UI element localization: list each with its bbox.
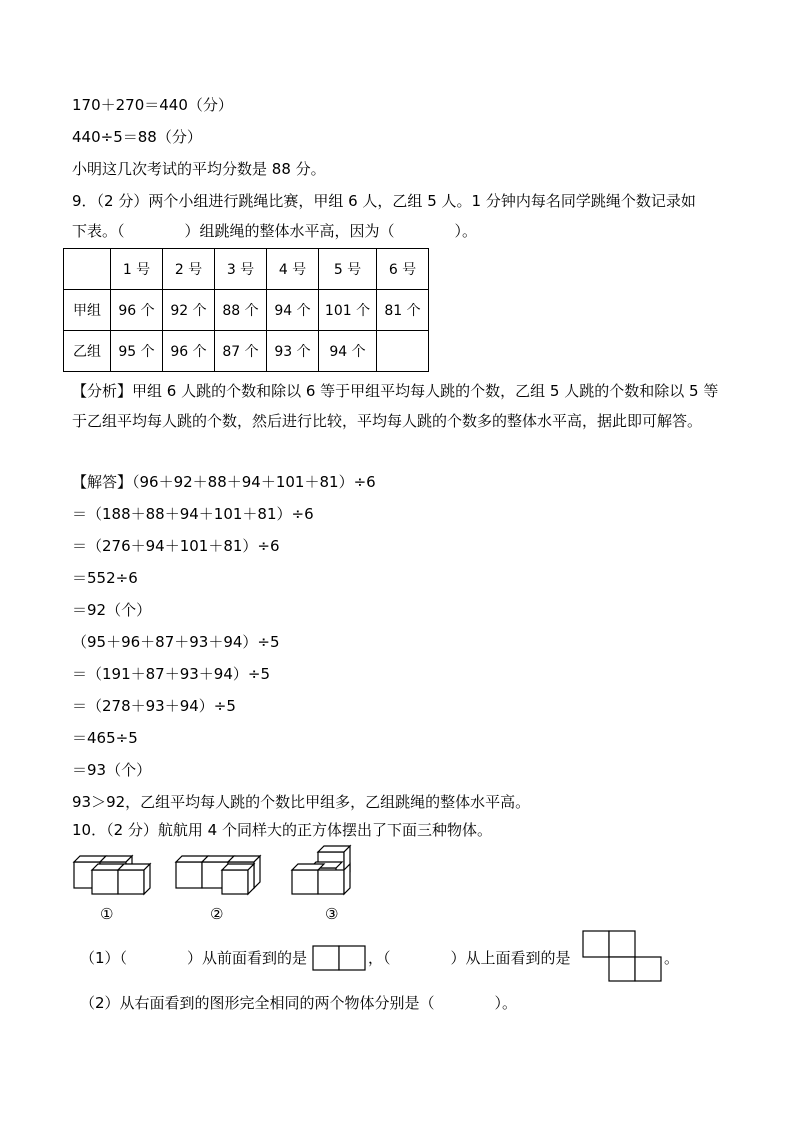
q9-stem-line-2: 下表。（ ）组跳绳的整体水平高，因为（ ）。 — [72, 222, 478, 240]
solution-line: ＝552÷6 — [72, 569, 138, 587]
table-cell: 乙组 — [64, 331, 111, 372]
cube-figure-1 — [68, 852, 160, 900]
table-cell: 1 号 — [111, 249, 163, 290]
q10-part1-c: 。 — [664, 949, 680, 967]
table-cell: 5 号 — [319, 249, 377, 290]
table-cell: 4 号 — [267, 249, 319, 290]
solution-line: 93＞92，乙组平均每人跳的个数比甲组多，乙组跳绳的整体水平高。 — [72, 793, 531, 811]
figure-label-2: ② — [210, 905, 224, 923]
table-header-row — [64, 249, 429, 290]
table-cell: 93 个 — [267, 331, 319, 372]
table-cell: 94 个 — [319, 331, 377, 372]
solution-line: ＝465÷5 — [72, 729, 138, 747]
solution-line: 【解答】（96＋92＋88＋94＋101＋81）÷6 — [72, 473, 376, 491]
q10-stem: 10．（2 分）航航用 4 个同样大的正方体摆出了下面三种物体。 — [72, 821, 492, 839]
table-cell: 101 个 — [319, 290, 377, 331]
table-cell: 3 号 — [215, 249, 267, 290]
solution-line: ＝93（个） — [72, 761, 152, 779]
solution-line: ＝（276＋94＋101＋81）÷6 — [72, 537, 280, 555]
table-cell: 甲组 — [64, 290, 111, 331]
jump-rope-table — [63, 248, 429, 372]
top-view-figure — [582, 930, 666, 984]
calc-line-2: 440÷5＝88（分） — [72, 128, 202, 146]
cube-figure-3 — [288, 842, 370, 900]
q9-analysis: 【分析】甲组 6 人跳的个数和除以 6 等于甲组平均每人跳的个数，乙组 5 人跳的个数和除以 5 等于乙组平均每人跳的个数，然后进行比较，平均每人跳的个数多的整体水平高，据此即可解答。 — [72, 382, 719, 430]
solution-line: （95＋96＋87＋93＋94）÷5 — [72, 633, 280, 651]
table-cell: 88 个 — [215, 290, 267, 331]
cube-figure-2 — [172, 852, 272, 900]
table-cell: 6 号 — [377, 249, 429, 290]
solution-line: ＝（188＋88＋94＋101＋81）÷6 — [72, 505, 314, 523]
solution-line: ＝（191＋87＋93＋94）÷5 — [72, 665, 271, 683]
figure-label-3: ③ — [325, 905, 339, 923]
table-cell: 96 个 — [111, 290, 163, 331]
figure-label-1: ① — [100, 905, 114, 923]
q10-part2: （2）从右面看到的图形完全相同的两个物体分别是（ ）。 — [80, 994, 518, 1012]
front-view-figure — [312, 944, 368, 972]
table-cell: 81 个 — [377, 290, 429, 331]
calc-line-1: 170＋270＝440（分） — [72, 96, 233, 114]
q10-part1-b: ，（ ）从上面看到的是 — [368, 949, 571, 967]
table-row — [64, 331, 429, 372]
table-cell: 94 个 — [267, 290, 319, 331]
calc-conclusion: 小明这几次考试的平均分数是 88 分。 — [72, 160, 326, 178]
q9-stem-line-1: 9．（2 分）两个小组进行跳绳比赛，甲组 6 人，乙组 5 人。1 分钟内每名同学跳绳个数记录如 — [72, 192, 696, 210]
table-cell: 87 个 — [215, 331, 267, 372]
table-cell: 2 号 — [163, 249, 215, 290]
table-cell — [377, 331, 429, 372]
solution-line: ＝（278＋93＋94）÷5 — [72, 697, 236, 715]
table-cell — [64, 249, 111, 290]
solution-line: ＝92（个） — [72, 601, 152, 619]
q10-part1-a: （1）（ ）从前面看到的是 — [80, 949, 308, 967]
table-cell: 96 个 — [163, 331, 215, 372]
table-row — [64, 290, 429, 331]
table-cell: 92 个 — [163, 290, 215, 331]
table-cell: 95 个 — [111, 331, 163, 372]
